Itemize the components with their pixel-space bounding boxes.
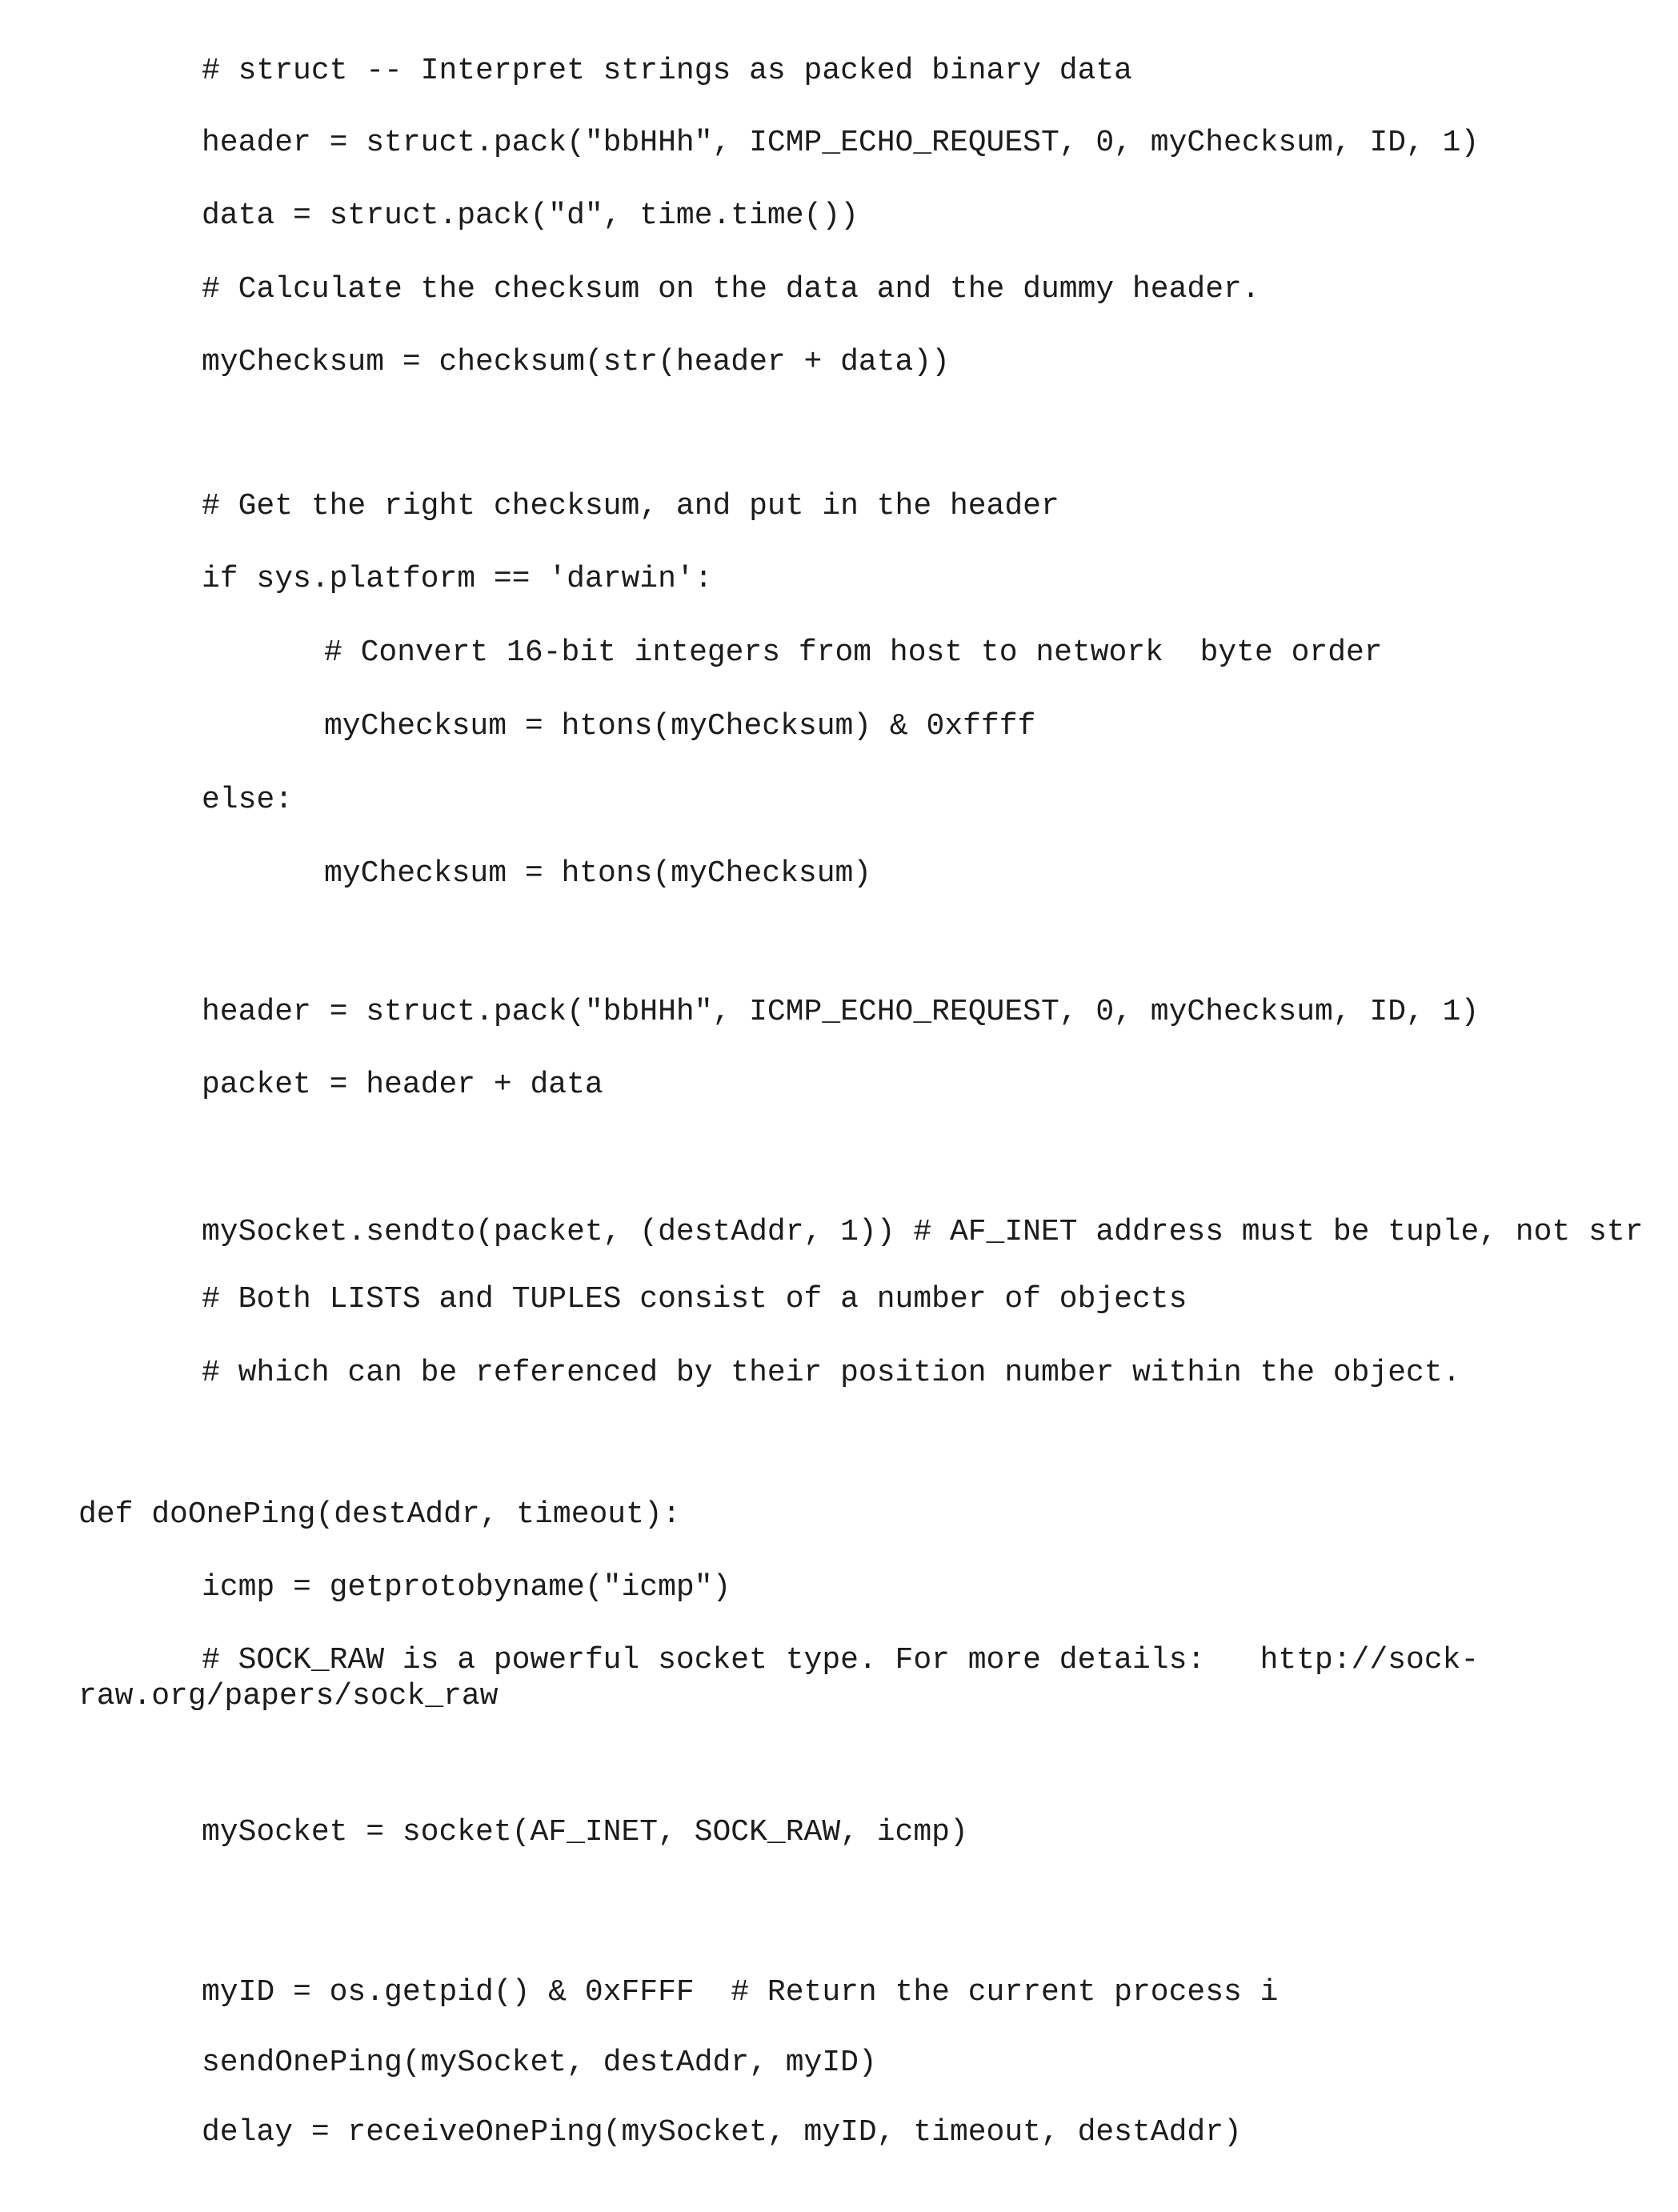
- code-line: # Convert 16-bit integers from host to network byte order: [324, 635, 1383, 670]
- code-line: delay = receiveOnePing(mySocket, myID, timeout, destAddr): [202, 2115, 1242, 2150]
- code-line: mySocket.sendto(packet, (destAddr, 1)) # AF_INET address must be tuple, not str: [202, 1215, 1644, 1249]
- code-line: raw.org/papers/sock_raw: [78, 1679, 499, 1713]
- code-line: # Both LISTS and TUPLES consist of a number of objects: [202, 1282, 1187, 1316]
- code-line: # SOCK_RAW is a powerful socket type. For more details: http://sock-: [202, 1643, 1480, 1677]
- code-line: # Get the right checksum, and put in the header: [202, 489, 1059, 523]
- code-line: myID = os.getpid() & 0xFFFF # Return the current process i: [202, 1975, 1279, 2010]
- code-line: # struct -- Interpret strings as packed binary data: [202, 54, 1132, 88]
- code-line: # which can be referenced by their position number within the object.: [202, 1356, 1461, 1390]
- code-line: packet = header + data: [202, 1068, 603, 1102]
- code-line: data = struct.pack("d", time.time()): [202, 198, 859, 233]
- code-line: def doOnePing(destAddr, timeout):: [78, 1497, 681, 1532]
- code-line: myChecksum = htons(myChecksum): [324, 856, 872, 891]
- code-line: if sys.platform == 'darwin':: [202, 562, 713, 596]
- code-line: header = struct.pack("bbHHh", ICMP_ECHO_REQUEST, 0, myChecksum, ID, 1): [202, 995, 1480, 1029]
- code-line: icmp = getprotobyname("icmp"): [202, 1570, 731, 1605]
- code-line: sendOnePing(mySocket, destAddr, myID): [202, 2046, 877, 2080]
- code-line: myChecksum = checksum(str(header + data)): [202, 345, 950, 379]
- code-line: # Calculate the checksum on the data and the dummy header.: [202, 272, 1260, 307]
- code-line: else:: [202, 783, 294, 817]
- code-line: header = struct.pack("bbHHh", ICMP_ECHO_REQUEST, 0, myChecksum, ID, 1): [202, 126, 1480, 160]
- code-line: myChecksum = htons(myChecksum) & 0xffff: [324, 709, 1036, 743]
- code-line: mySocket = socket(AF_INET, SOCK_RAW, icmp): [202, 1815, 968, 1849]
